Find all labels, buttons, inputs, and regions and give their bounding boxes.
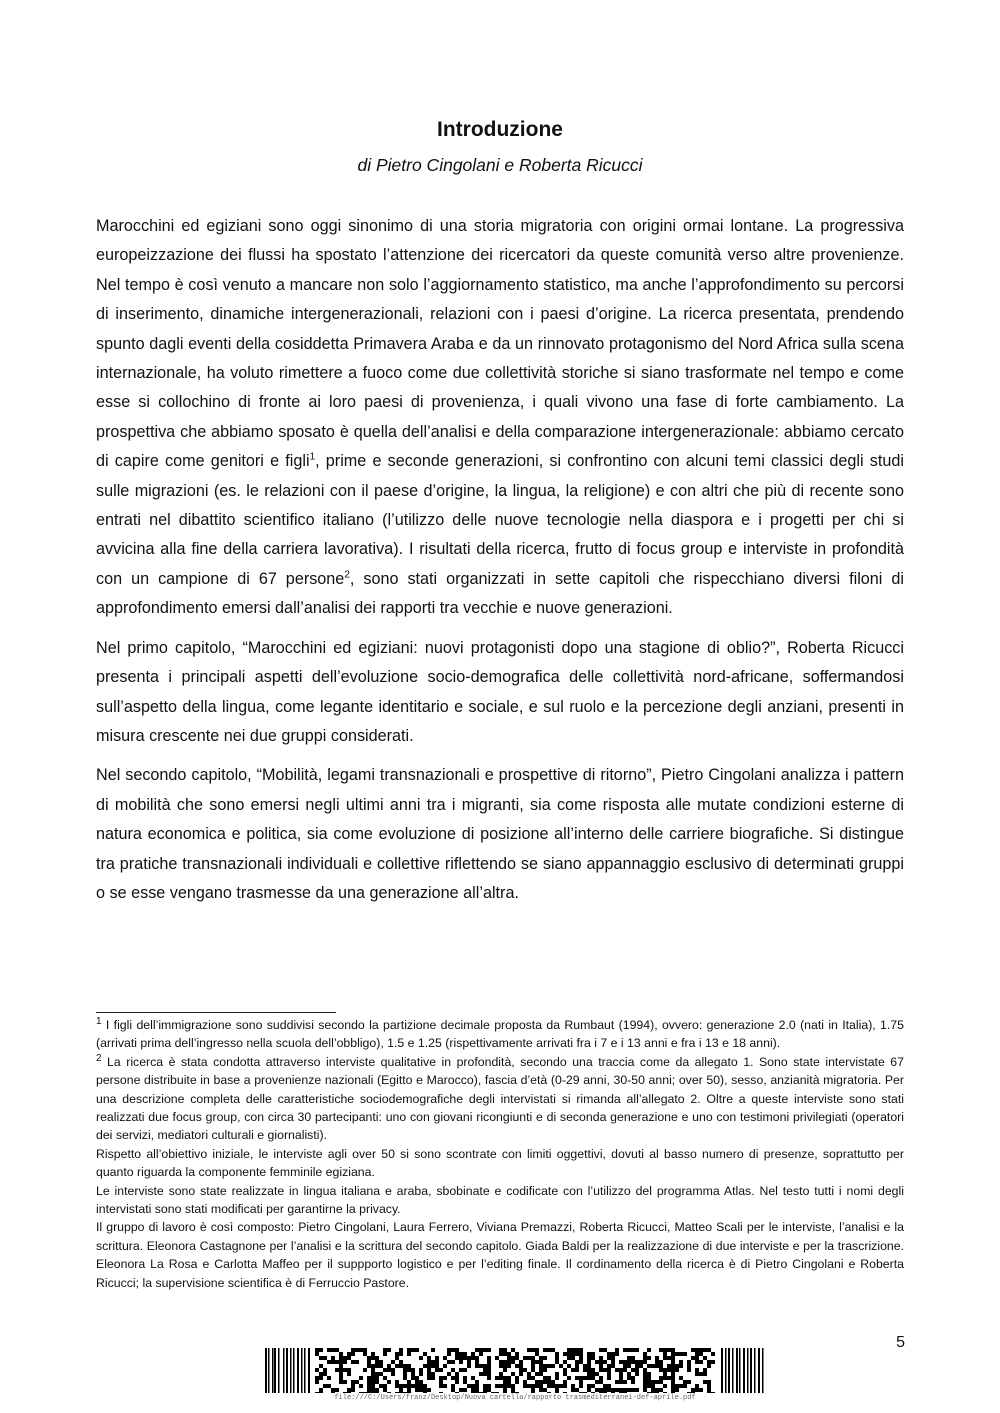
page-number: 5 <box>896 1334 905 1351</box>
footnote-2-mark: 2 <box>96 1052 102 1064</box>
file-path: file:///C:/Users/franz/Desktop/Nuova cartella/rapporto trasmediterranei-def-aprile.pdf <box>334 1394 696 1402</box>
footnotes <box>96 1016 904 1292</box>
paragraph-1-part-a: Marocchini ed egiziani sono oggi sinonimo di una storia migratoria con origini ormai lontane. La progressiva europeizzazione dei flussi ha spostato l’attenzione dei ricercatori da queste comunità verso altre provenienze. Nel tempo è così venuto a mancare non solo l’aggiornamento statistico, ma anche l’approfondimento su percorsi di inserimento, dinamiche intergenerazionali, relazioni con i paesi d’origine. La ricerca presentata, prendendo spunto dagli eventi della cosiddetta Primavera Araba e da un rinnovato protagonismo del Nord Africa sulla scena internazionale, ha voluto rimettere a fuoco come due collettività storiche si siano trasformate nel tempo e come esse si collochino di fronte ai loro paesi di provenienza, i quali vivono una fase di forte cambiamento. La prospettiva che abbiamo sposato è quella dell’analisi e della comparazione intergenerazionale: abbiamo cercato di capire come genitori e figli <box>96 217 904 471</box>
footnote-ref-2: 2 <box>344 569 350 581</box>
paragraph-2: Nel primo capitolo, “Marocchini ed egiziani: nuovi protagonisti dopo una stagione di oblio?”, Roberta Ricucci presenta i principali aspetti dell’evoluzione socio-demografica delle collettività nord-africane, soffermandosi sull’aspetto della lingua, come legante identitario e sociale, e sul ruolo e la percezione degli anziani, presenti in misura crescente nei due gruppi considerati. <box>96 638 904 745</box>
authors-line: di Pietro Cingolani e Roberta Ricucci <box>357 155 643 175</box>
body-text <box>96 212 904 918</box>
paragraph-1 <box>96 212 904 624</box>
page-title: Introduzione <box>437 118 563 141</box>
footnote-2-paragraph-4: Il gruppo di lavoro è così composto: Pietro Cingolani, Laura Ferrero, Viviana Premazzi, Roberta Ricucci, Matteo Scali per le interviste, l’analisi e la scrittura. Eleonora Castagnone per l’analisi e la scrittura del secondo capitolo. Giada Baldi per la realizzazione di due interviste e per la trascrizione. Eleonora La Rosa e Carlotta Maffeo per il suppporto logistico e per l’editing finale. Il cordinamento della ricerca è di Pietro Cingolani e Roberta Ricucci; la supervisione scientifica è di Ferruccio Pastore. <box>96 1220 904 1290</box>
footnote-2-paragraph-2: Rispetto all’obiettivo iniziale, le interviste agli over 50 si sono scontrate con limiti oggettivi, dovuti al basso numero di presenze, soprattutto per quanto riguarda la componente femminile egiziana. <box>96 1146 904 1180</box>
footnote-2-paragraph-3: Le interviste sono state realizzate in lingua italiana e araba, sbobinate e codificate con l’utilizzo del programma Atlas. Nel testo tutti i nomi degli intervistati sono stati modificati per garantirne la privacy. <box>96 1183 904 1217</box>
paragraph-1-part-c: , sono stati organizzati in sette capitoli che rispecchiano diversi filoni di approfondimento emersi dall’analisi dei rapporti tra vecchie e nuove generazioni. <box>96 569 904 618</box>
footnote-2 <box>96 1053 904 1145</box>
footnote-1-mark: 1 <box>96 1015 102 1027</box>
barcode-icon <box>265 1348 765 1393</box>
footnote-separator <box>96 1012 336 1013</box>
paragraph-3: Nel secondo capitolo, “Mobilità, legami transnazionali e prospettive di ritorno”, Pietro Cingolani analizza i pattern di mobilità che sono emersi negli ultimi anni tra i migranti, sia come risposta alle mutate condizioni esterne di natura economica e politica, sia come evoluzione di posizione all’interno delle carriere biografiche. Si distingue tra pratiche transnazionali individuali e collettive riflettendo se siano appannaggio esclusivo di determinati gruppi o se esse vengano trasmesse da una generazione all’altra. <box>96 766 904 902</box>
footnote-1-text: I figli dell’immigrazione sono suddivisi secondo la partizione decimale proposta da Rumbaut (1994), ovvero: generazione 2.0 (nati in Italia), 1.75 (arrivati prima dell’ingresso nella scuola dell’obbligo), 1.5 e 1.25 (rispettivamente arrivati fra i 7 e i 13 anni e fra i 13 e 18 anni). <box>96 1018 904 1051</box>
footnote-1 <box>96 1016 904 1053</box>
footnote-2-text: La ricerca è stata condotta attraverso interviste qualitative in profondità, secondo una traccia come da allegato 1. Sono state intervistate 67 persone distribuite in base a provenienze nazionali (Egitto e Marocco), fascia d’età (0-29 anni, 30-50 anni; over 50), sesso, anzianità migratoria. Per una descrizione completa delle caratteristiche sociodemografiche degli intervistati si rimanda all’allegato 2. Oltre a queste interviste sono stati realizzati due focus group, con circa 30 partecipanti: uno con giovani ricongiunti e di seconda generazione e uno con testimoni privilegiati (operatori dei servizi, mediatori culturali e giornalisti). <box>96 1054 904 1143</box>
paragraph-1-part-b: , prime e seconde generazioni, si confrontino con alcuni temi classici degli studi sulle migrazioni (es. le relazioni con il paese d’origine, la lingua, la religione) e con altri che più di recente sono entrati nel dibattito scientifico italiano (l’utilizzo delle nuove tecnologie nella diaspora e i progetti per chi si avvicina alla fine della carriera lavorativa). I risultati della ricerca, frutto di focus group e interviste in profondità con un campione di 67 persone <box>96 452 904 588</box>
footnote-ref-1: 1 <box>309 451 316 463</box>
